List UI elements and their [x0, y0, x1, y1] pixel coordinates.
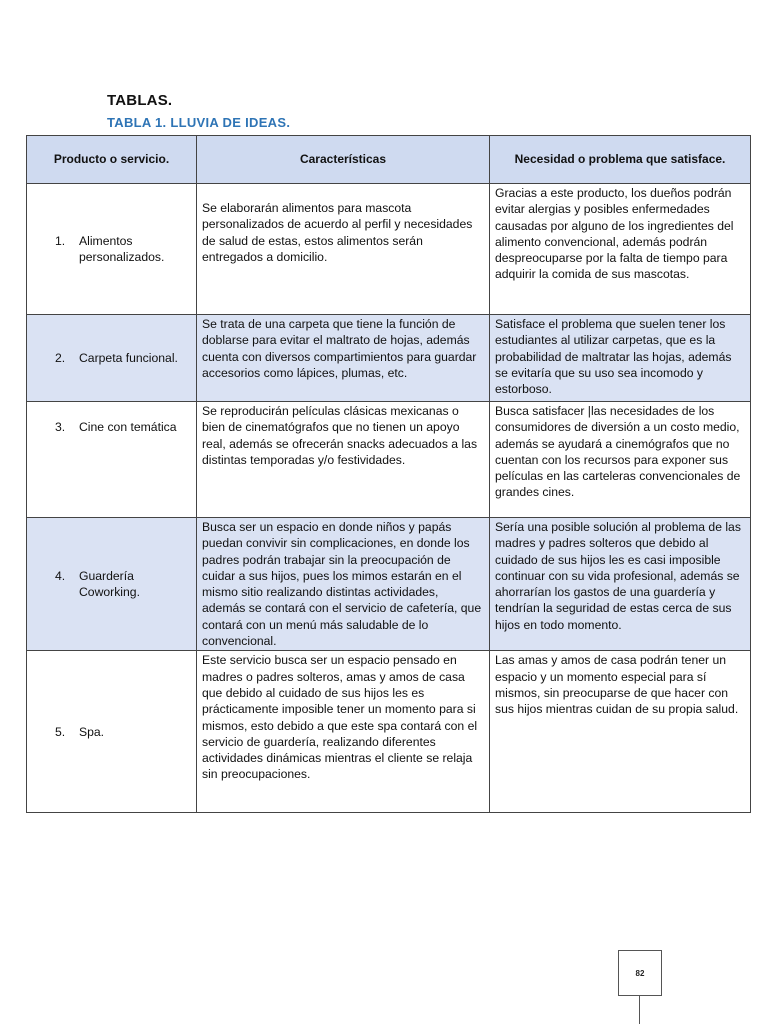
header-characteristics: Características — [197, 136, 490, 184]
ideas-table — [26, 135, 751, 813]
table-row — [27, 651, 751, 813]
product-cell — [27, 184, 197, 315]
header-product: Producto o servicio. — [27, 136, 197, 184]
row-number: 4. — [55, 568, 66, 583]
product-cell — [27, 518, 197, 651]
row-number: 5. — [55, 724, 66, 739]
product-name: Guardería Coworking. — [79, 568, 140, 600]
product-name: Carpeta funcional. — [79, 350, 178, 365]
product-name: Spa. — [79, 724, 105, 739]
table-title: TABLA 1. LLUVIA DE IDEAS. — [107, 115, 291, 130]
need-cell: Las amas y amos de casa podrán tener un espacio y un momento especial para sí mismos, sin preocuparse de que hacer con sus hijos mientras cuidan de su propia salud. — [490, 651, 751, 813]
product-cell — [27, 402, 197, 518]
need-cell: Satisface el problema que suelen tener los estudiantes al utilizar carpetas, que es la probabilidad de maltratar las hojas, además se evitaría que su uso sea incomodo y estorboso. — [490, 315, 751, 402]
table-row — [27, 402, 751, 518]
row-number: 2. — [55, 350, 66, 365]
table-row — [27, 315, 751, 402]
need-cell: Busca satisfacer |las necesidades de los consumidores de diversión a un costo medio, además se ayudará a cinemógrafos que no cuentan con los recursos para exponer sus películas en las carteleras convencionales de grandes cines. — [490, 402, 751, 518]
need-cell: Gracias a este producto, los dueños podrán evitar alergias y posibles enfermedades causadas por alguno de los ingredientes del alimento convencional, además podrán despreocuparse por la falta de tiempo para adquirir la comida de sus mascotas. — [490, 184, 751, 315]
row-number: 1. — [55, 233, 66, 248]
product-name: Cine con temática — [79, 420, 177, 434]
header-need: Necesidad o problema que satisface. — [490, 136, 751, 184]
table-row — [27, 518, 751, 651]
table-row — [27, 184, 751, 315]
characteristics-cell: Se elaborarán alimentos para mascota personalizados de acuerdo al perfil y necesidades de salud de estas, estos alimentos serán entregados a domicilio. — [197, 184, 490, 315]
characteristics-cell: Se trata de una carpeta que tiene la función de doblarse para evitar el maltrato de hojas, además cuenta con diversos compartimientos para guardar accesorios como lápices, plumas, etc. — [197, 315, 490, 402]
characteristics-cell: Busca ser un espacio en donde niños y papás puedan convivir sin complicaciones, en donde los padres podrán trabajar sin la preocupación de cuidar a sus hijos, pues los mimos estarán en el mismo sitio realizando distintas actividades, además se contará con el servicio de cafetería, que contará con un menú más saludable de lo convencional. — [197, 518, 490, 651]
table-header-row — [27, 136, 751, 184]
page-number: 82 — [618, 950, 662, 996]
product-name: Alimentos personalizados. — [79, 233, 165, 264]
need-cell: Sería una posible solución al problema de las madres y padres solteros que debido al cuidado de sus hijos les es casi imposible continuar con su vida profesional, además se ahorrarían los gastos de una guardería y tendrían la seguridad de estas cerca de sus hijos en todo momento. — [490, 518, 751, 651]
page-number-connector — [639, 995, 640, 1024]
page-heading: TABLAS. — [107, 92, 173, 109]
characteristics-cell: Se reproducirán películas clásicas mexicanas o bien de cinematógrafos que no tienen un apoyo real, además se ofrecerán snacks adecuados a las distintas temporadas y/o festividades. — [197, 402, 490, 518]
product-cell — [27, 315, 197, 402]
product-cell — [27, 651, 197, 813]
row-number: 3. — [55, 420, 66, 434]
characteristics-cell: Este servicio busca ser un espacio pensado en madres o padres solteros, amas y amos de casa que debido al cuidado de sus hijos les es prácticamente imposible tener un momento para si mismos, esto debido a que este spa contará con el servicio de guardería, realizando diferentes actividades dinámicas mientras el cliente se relaja sin preocupaciones. — [197, 651, 490, 813]
